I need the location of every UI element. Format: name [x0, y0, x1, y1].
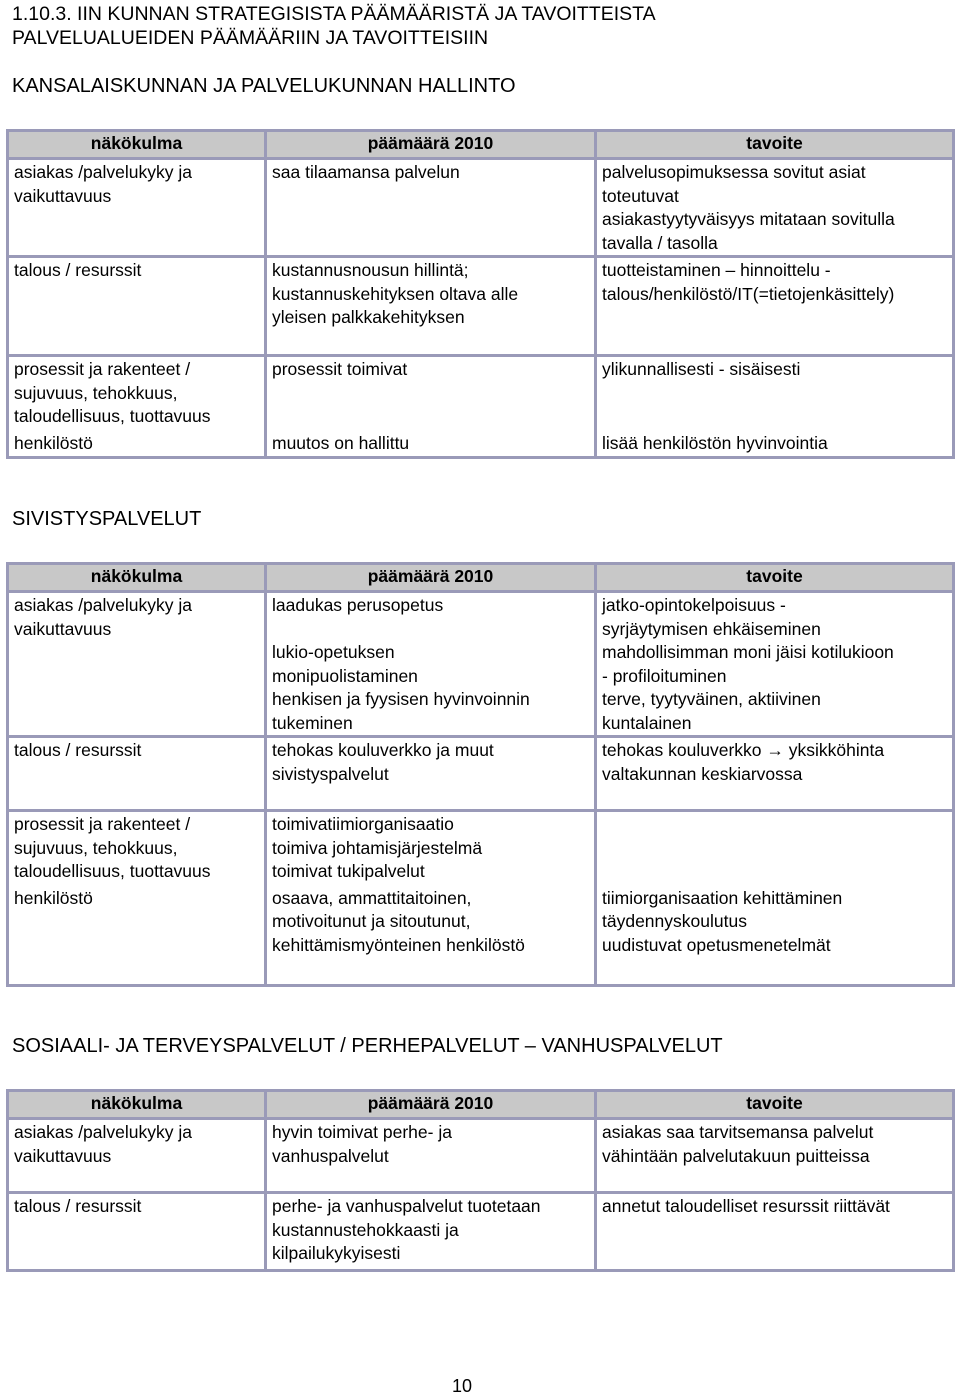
cell-line: kustannustehokkaasti ja	[272, 1219, 459, 1240]
section-title-sivistyspalvelut: SIVISTYSPALVELUT	[12, 508, 202, 530]
cell-nakokulma	[8, 811, 266, 886]
cell-line	[272, 618, 589, 642]
cell-line: osaava, ammattitaitoinen,	[272, 887, 472, 908]
table-row	[8, 1119, 954, 1193]
cell-nakokulma	[8, 1193, 266, 1271]
cell-paamaara	[266, 592, 596, 737]
cell-paamaara	[266, 159, 596, 257]
cell-paamaara	[266, 431, 596, 458]
heading-line-2: PALVELUALUEIDEN PÄÄMÄÄRIIN JA TAVOITTEISIIN	[12, 27, 489, 49]
cell-line: talous / resurssit	[14, 260, 142, 280]
cell-line: lukio-opetuksen	[272, 642, 395, 662]
cell-line: vaikuttavuus	[14, 618, 112, 639]
cell-line: saa tilaamansa palvelun	[272, 162, 460, 182]
cell-line: henkilöstö	[14, 432, 93, 453]
table-row	[8, 257, 954, 356]
column-header-paamaara: päämäärä 2010	[266, 564, 596, 592]
cell-line: tehokas kouluverkko ja muut	[272, 740, 494, 760]
table-row	[8, 431, 954, 458]
cell-line: sivistyspalvelut	[272, 763, 389, 784]
table-header-row	[8, 1091, 954, 1119]
cell-line: uudistuvat opetusmenetelmät	[602, 934, 831, 955]
cell-line: syrjäytymisen ehkäiseminen	[602, 618, 821, 639]
cell-line: sujuvuus, tehokkuus,	[14, 837, 178, 858]
cell-line: - profiloituminen	[602, 665, 727, 686]
cell-line: prosessit toimivat	[272, 359, 408, 379]
cell-line: tavalla / tasolla	[602, 232, 718, 253]
cell-paamaara	[266, 737, 596, 811]
cell-line: vähintään palvelutakuun puitteissa	[602, 1145, 870, 1166]
cell-line: toimivat tukipalvelut	[272, 861, 425, 881]
cell-nakokulma	[8, 1119, 266, 1193]
cell-line: taloudellisuus, tuottavuus	[14, 406, 211, 426]
cell-line: henkisen ja fyysisen hyvinvoinnin	[272, 689, 530, 709]
page-number: 10	[452, 1376, 473, 1396]
cell-line: prosessit ja rakenteet /	[14, 814, 191, 834]
cell-line: annetut taloudelliset resurssit riittävät	[602, 1196, 890, 1216]
cell-line: perhe- ja vanhuspalvelut tuotetaan	[272, 1196, 541, 1216]
cell-line: taloudellisuus, tuottavuus	[14, 861, 211, 881]
cell-nakokulma	[8, 159, 266, 257]
cell-line: muutos on hallittu	[272, 432, 410, 453]
cell-paamaara	[266, 1193, 596, 1271]
cell-tavoite	[596, 1119, 954, 1193]
cell-line: motivoitunut ja sitoutunut,	[272, 911, 471, 931]
cell-line: talous / resurssit	[14, 740, 142, 760]
cell-line: tukeminen	[272, 712, 353, 733]
cell-tavoite	[596, 1193, 954, 1271]
strategy-table-sivistyspalvelut	[6, 562, 955, 987]
cell-line: asiakas /palvelukyky ja	[14, 1122, 192, 1142]
table-row	[8, 356, 954, 431]
cell-nakokulma	[8, 886, 266, 986]
cell-line: kilpailukykyisesti	[272, 1243, 401, 1263]
cell-paamaara	[266, 356, 596, 431]
cell-line: asiakas saa tarvitsemansa palvelut	[602, 1122, 874, 1142]
column-header-paamaara: päämäärä 2010	[266, 1091, 596, 1119]
cell-tavoite	[596, 886, 954, 986]
cell-nakokulma	[8, 431, 266, 458]
cell-line: yleisen palkkakehityksen	[272, 307, 465, 327]
cell-paamaara	[266, 257, 596, 356]
table-row	[8, 886, 954, 986]
cell-paamaara	[266, 811, 596, 886]
cell-nakokulma	[8, 592, 266, 737]
cell-tavoite	[596, 592, 954, 737]
table-row	[8, 592, 954, 737]
cell-tavoite	[596, 356, 954, 431]
cell-line: jatko-opintokelpoisuus -	[602, 595, 786, 615]
cell-line: tuotteistaminen – hinnoittelu -	[602, 260, 831, 280]
column-header-tavoite: tavoite	[596, 564, 954, 592]
cell-line: terve, tyytyväinen, aktiivinen	[602, 689, 821, 709]
cell-nakokulma	[8, 257, 266, 356]
cell-line: tiimiorganisaation kehittäminen	[602, 887, 843, 908]
column-header-nakokulma: näkökulma	[8, 131, 266, 159]
table-row	[8, 159, 954, 257]
cell-line: ylikunnallisesti - sisäisesti	[602, 359, 801, 379]
cell-line: asiakastyytyväisyys mitataan sovitulla	[602, 209, 895, 229]
strategy-table-sosiaali-terveyspalvelut	[6, 1089, 955, 1272]
column-header-nakokulma: näkökulma	[8, 564, 266, 592]
column-header-paamaara: päämäärä 2010	[266, 131, 596, 159]
cell-tavoite	[596, 431, 954, 458]
cell-nakokulma	[8, 737, 266, 811]
cell-line: kustannusnousun hillintä;	[272, 260, 469, 280]
cell-line: talous / resurssit	[14, 1196, 142, 1216]
table-row	[8, 811, 954, 886]
cell-line: mahdollisimman moni jäisi kotilukioon	[602, 642, 894, 662]
table-header-row	[8, 564, 954, 592]
cell-line: hyvin toimivat perhe- ja	[272, 1122, 452, 1142]
cell-line: vaikuttavuus	[14, 185, 112, 206]
cell-line: lisää henkilöstön hyvinvointia	[602, 432, 828, 453]
cell-line: toimivatiimiorganisaatio	[272, 814, 454, 834]
cell-line: vaikuttavuus	[14, 1145, 112, 1166]
heading-line-1: 1.10.3. IIN KUNNAN STRATEGISISTA PÄÄMÄÄRISTÄ JA TAVOITTEISTA	[12, 3, 656, 25]
cell-line: kustannuskehityksen oltava alle	[272, 283, 519, 304]
cell-line: prosessit ja rakenteet /	[14, 359, 191, 379]
document-heading	[12, 2, 656, 50]
cell-tavoite	[596, 737, 954, 811]
cell-nakokulma	[8, 356, 266, 431]
cell-line: valtakunnan keskiarvossa	[602, 763, 803, 784]
cell-line: monipuolistaminen	[272, 665, 418, 686]
column-header-tavoite: tavoite	[596, 1091, 954, 1119]
cell-tavoite	[596, 159, 954, 257]
cell-line: toimiva johtamisjärjestelmä	[272, 837, 483, 858]
cell-line: asiakas /palvelukyky ja	[14, 162, 192, 182]
cell-line: talous/henkilöstö/IT(=tietojenkäsittely)	[602, 283, 895, 304]
cell-line: täydennyskoulutus	[602, 911, 747, 931]
cell-tavoite	[596, 257, 954, 356]
cell-line: toteutuvat	[602, 185, 679, 206]
cell-line: laadukas perusopetus	[272, 595, 444, 615]
cell-paamaara	[266, 886, 596, 986]
section-title-hallinto: KANSALAISKUNNAN JA PALVELUKUNNAN HALLINTO	[12, 75, 516, 97]
cell-line: tehokas kouluverkko → yksikköhinta	[602, 740, 885, 760]
column-header-tavoite: tavoite	[596, 131, 954, 159]
section-title-sosiaali-terveyspalvelut: SOSIAALI- JA TERVEYSPALVELUT / PERHEPALVELUT – VANHUSPALVELUT	[12, 1035, 723, 1057]
cell-line: palvelusopimuksessa sovitut asiat	[602, 162, 866, 182]
cell-tavoite	[596, 811, 954, 886]
cell-line: kehittämismyönteinen henkilöstö	[272, 934, 525, 955]
table-row	[8, 1193, 954, 1271]
cell-paamaara	[266, 1119, 596, 1193]
cell-line: vanhuspalvelut	[272, 1145, 389, 1166]
cell-line: kuntalainen	[602, 712, 692, 733]
strategy-table-hallinto	[6, 129, 955, 459]
cell-line: henkilöstö	[14, 887, 93, 908]
cell-line: sujuvuus, tehokkuus,	[14, 382, 178, 403]
column-header-nakokulma: näkökulma	[8, 1091, 266, 1119]
cell-line: asiakas /palvelukyky ja	[14, 595, 192, 615]
table-row	[8, 737, 954, 811]
table-header-row	[8, 131, 954, 159]
